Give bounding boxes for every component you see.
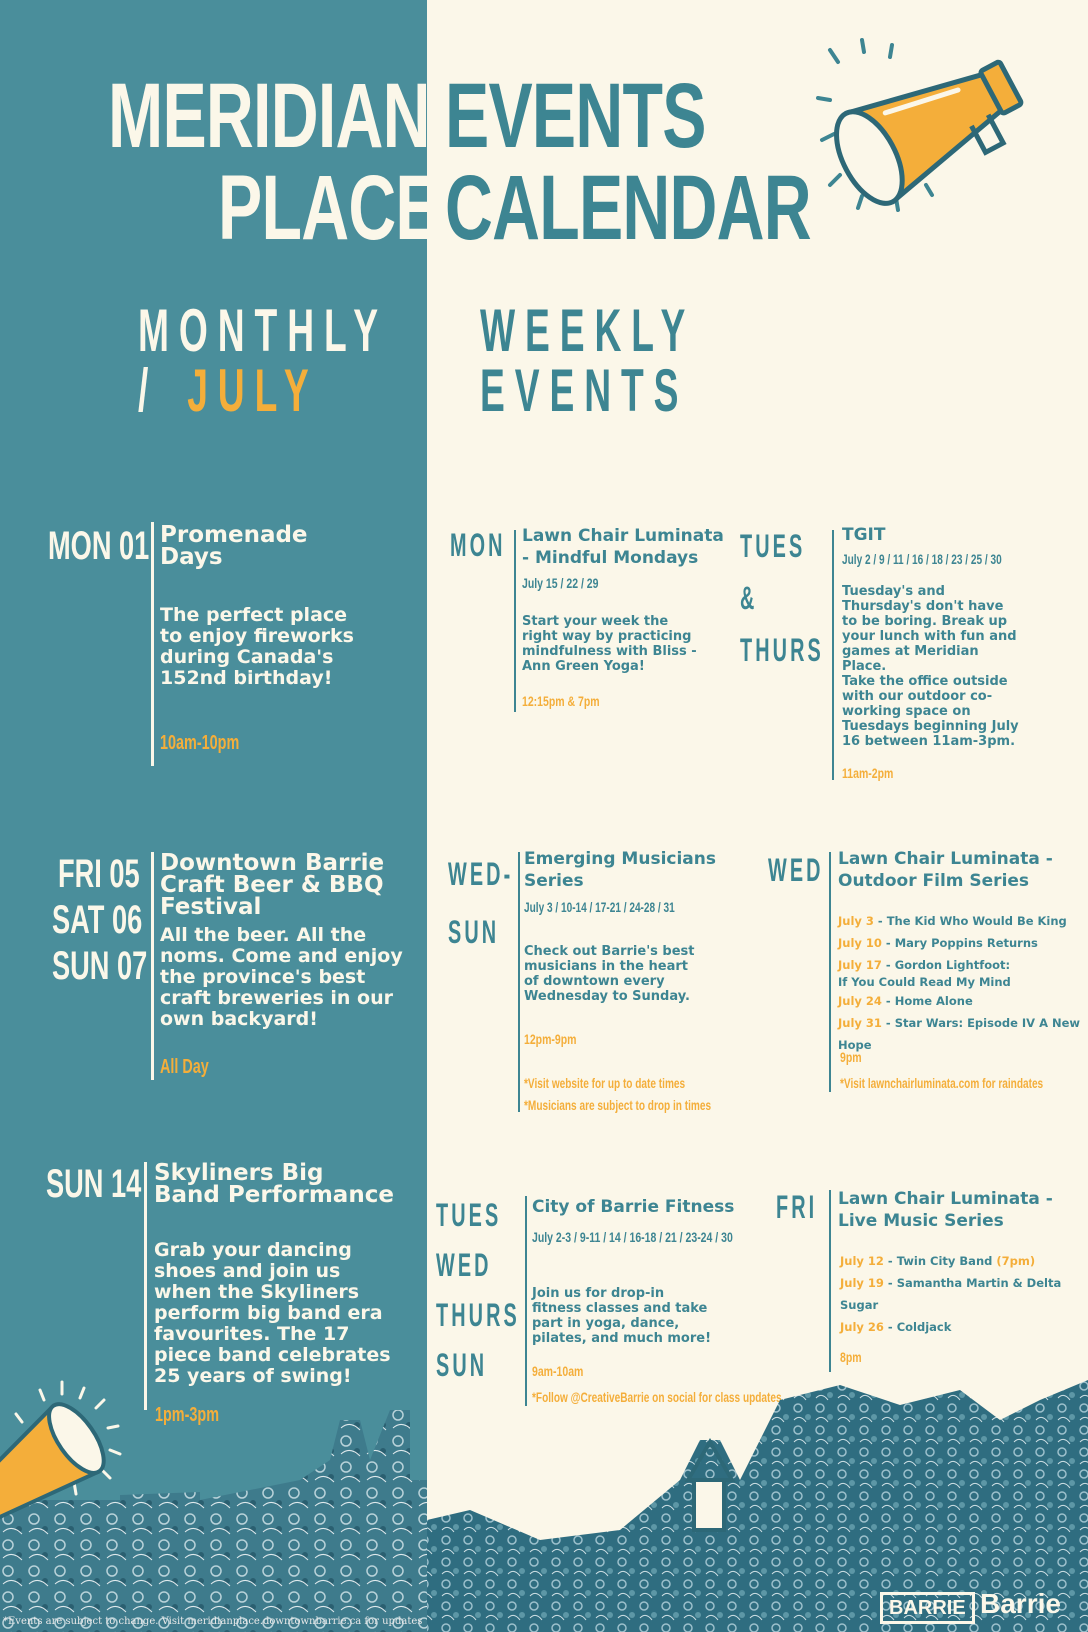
event-date: SUN 07 [52,944,148,988]
event-date: MON 01 [48,524,150,568]
act-list [840,1250,1085,1338]
megaphone-icon [800,10,1080,230]
divider [151,522,154,766]
event-date: SAT 06 [52,898,143,942]
divider [829,852,831,1092]
weekly-description: Take the office outside with our outdoor co-working space on Tuesdays beginning July 16 between 11am-3pm. [842,674,1019,749]
weekly-description: Tuesday's and Thursday's don't have to be boring. Break up your lunch with fun and games at Meridian Place. [842,584,1017,674]
event-title: Promenade Days [160,522,308,570]
weekly-time: 9pm [840,1049,862,1065]
weekly-day: MON [450,527,506,563]
subtitle-monthly: MONTHLY [138,297,388,364]
weekly-dates: July 2 / 9 / 11 / 16 / 18 / 23 / 25 / 30 [842,551,1002,567]
event-time: All Day [160,1056,209,1078]
weekly-title: Lawn Chair Luminata - Mindful Mondays [522,526,724,568]
event-time: 10am-10pm [160,732,240,754]
weekly-day-line: TUES [436,1197,502,1233]
weekly-title: Lawn Chair Luminata - Outdoor Film Series [838,849,1053,891]
weekly-day-line: WED [436,1247,492,1283]
event-time: 1pm-3pm [155,1404,220,1426]
weekly-time: 8pm [840,1349,862,1365]
divider [829,1190,831,1372]
weekly-note: *Visit website for up to date times [524,1075,686,1091]
weekly-day [740,520,833,676]
weekly-time: 11am-2pm [842,765,894,781]
downtown-barrie-logo: BARRIE [880,1592,975,1624]
weekly-title: TGIT [842,525,886,545]
title-meridian: MERIDIAN [108,65,430,167]
film-item: July 31 - Star Wars: Episode IV A New Hope [838,1016,1081,1052]
weekly-dates: July 15 / 22 / 29 [522,575,599,591]
divider [151,852,154,1080]
film-item: July 10 - Mary Poppins Returns [838,936,1038,950]
weekly-description: Check out Barrie's best musicians in the heart of downtown every Wednesday to Sunday. [524,944,695,1004]
subtitle-slash: / [138,357,159,424]
footer-disclaimer: *Events are subject to change. Visit meridianplace.downtownbarrie.ca for updates [3,1616,423,1627]
event-title: Downtown Barrie Craft Beer & BBQ Festival [160,850,385,920]
weekly-note: *Visit lawnchairluminata.com for raindates [840,1075,1044,1091]
film-item: If You Could Read My Mind [838,975,1011,989]
subtitle-weekly: WEEKLY [480,297,696,364]
weekly-day: WED-SUN [448,856,514,950]
event-description: Grab your dancing shoes and join us when the Skyliners perform big band era favourites. The 17 piece band celebrates 25 years of swing! [154,1239,391,1387]
divider [525,1196,527,1406]
event-title: Skyliners Big Band Performance [154,1160,394,1208]
weekly-day: WED [768,852,824,888]
title-calendar: CALENDAR [445,157,811,259]
weekly-description: Join us for drop-in fitness classes and take part in yoga, dance, pilates, and much more! [532,1286,712,1346]
weekly-time: 12:15pm & 7pm [522,693,600,709]
divider [518,852,520,1112]
weekly-day: FRI [776,1189,818,1225]
title-place: PLACE [218,157,439,259]
weekly-title: Emerging Musicians Series [524,849,716,891]
divider [832,530,834,780]
weekly-note: *Follow @CreativeBarrie on social for class updates [532,1389,782,1405]
subtitle-july [138,357,319,424]
weekly-description: Start your week the right way by practicing mindfulness with Bliss - Ann Green Yoga! [522,614,697,674]
subtitle-events: EVENTS [480,357,689,424]
act-item: July 12 - Twin City Band (7pm) [840,1254,1036,1268]
subtitle-july-text: JULY [187,357,319,424]
weekly-day-text: TUES & THURS [740,528,824,668]
weekly-title: City of Barrie Fitness [532,1197,735,1217]
weekly-day [436,1190,520,1390]
divider [514,530,516,712]
film-item: July 17 - Gordon Lightfoot: [838,958,1011,972]
weekly-time: 12pm-9pm [524,1031,577,1047]
act-item: July 26 - Coldjack [840,1320,952,1334]
film-item: July 24 - Home Alone [838,994,973,1008]
weekly-day-line: THURS [436,1297,520,1333]
event-date: SUN 14 [46,1162,142,1206]
weekly-note: *Musicians are subject to drop in times [524,1097,712,1113]
event-description: The perfect place to enjoy fireworks during Canada's 152nd birthday! [160,604,354,689]
weekly-day-line: SUN [436,1347,488,1383]
event-description: All the beer. All the noms. Come and enjoy the province's best craft breweries in our own backyard! [160,924,403,1030]
event-date: FRI 05 [58,852,140,896]
act-item: July 19 - Samantha Martin & Delta Sugar [840,1276,1062,1312]
film-item: July 3 - The Kid Who Would Be King [838,914,1067,928]
city-of-barrie-logo: Barrie [980,1588,1061,1619]
weekly-time: 9am-10am [532,1363,584,1379]
film-list [838,910,1088,1056]
weekly-dates: July 2-3 / 9-11 / 14 / 16-18 / 21 / 23-24 / 30 [532,1229,733,1245]
megaphone-icon [0,1370,160,1540]
weekly-title: Lawn Chair Luminata - Live Music Series [838,1189,1053,1231]
title-events: EVENTS [445,65,706,167]
weekly-dates: July 3 / 10-14 / 17-21 / 24-28 / 31 [524,899,675,915]
